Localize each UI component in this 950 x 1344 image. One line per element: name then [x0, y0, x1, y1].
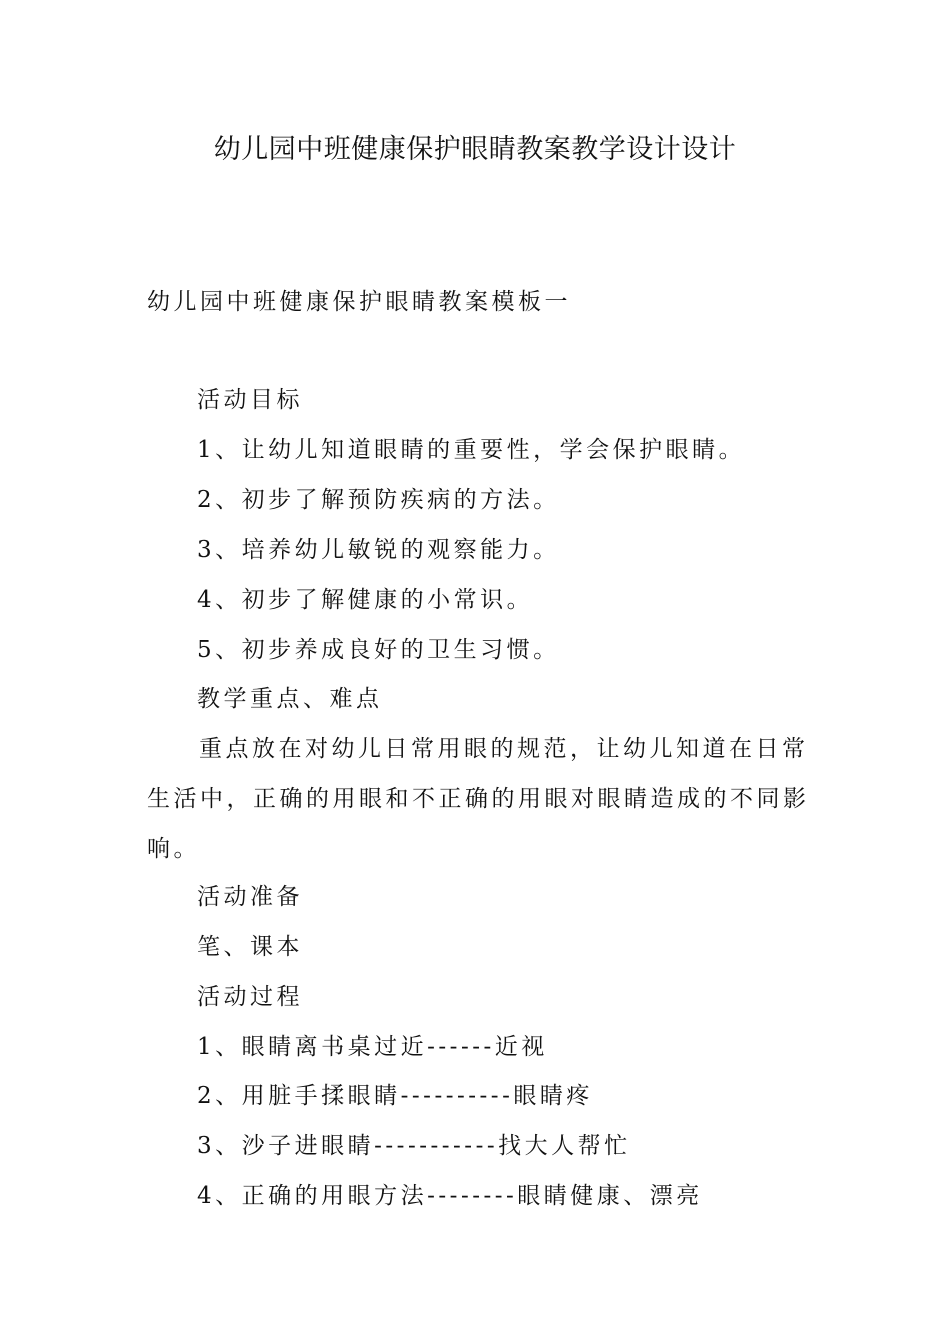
goal-item: 5、初步养成良好的卫生习惯。 [197, 637, 560, 663]
process-item: 2、用脏手揉眼睛----------眼睛疼 [197, 1083, 593, 1109]
process-item: 3、沙子进眼睛-----------找大人帮忙 [197, 1133, 631, 1159]
goal-item: 3、培养幼儿敏锐的观察能力。 [197, 537, 560, 563]
process-item: 1、眼睛离书桌过近------近视 [197, 1034, 548, 1060]
goal-item: 4、初步了解健康的小常识。 [197, 587, 534, 613]
goal-item: 1、让幼儿知道眼睛的重要性，学会保护眼睛。 [197, 437, 746, 463]
preparation-text: 笔、课本 [197, 934, 303, 960]
process-heading: 活动过程 [197, 984, 303, 1010]
goals-heading: 活动目标 [197, 387, 303, 413]
process-item: 4、正确的用眼方法--------眼睛健康、漂亮 [197, 1183, 703, 1209]
key-points-text: 重点放在对幼儿日常用眼的规范，让幼儿知道在日常生活中，正确的用眼和不正确的用眼对眼睛造成的不同影响。 [147, 736, 810, 862]
preparation-heading: 活动准备 [197, 884, 303, 910]
goal-item: 2、初步了解预防疾病的方法。 [197, 487, 560, 513]
document-title: 幼儿园中班健康保护眼睛教案教学设计设计 [213, 134, 737, 165]
key-points-heading: 教学重点、难点 [197, 686, 383, 712]
document-subtitle: 幼儿园中班健康保护眼睛教案模板一 [147, 289, 571, 315]
